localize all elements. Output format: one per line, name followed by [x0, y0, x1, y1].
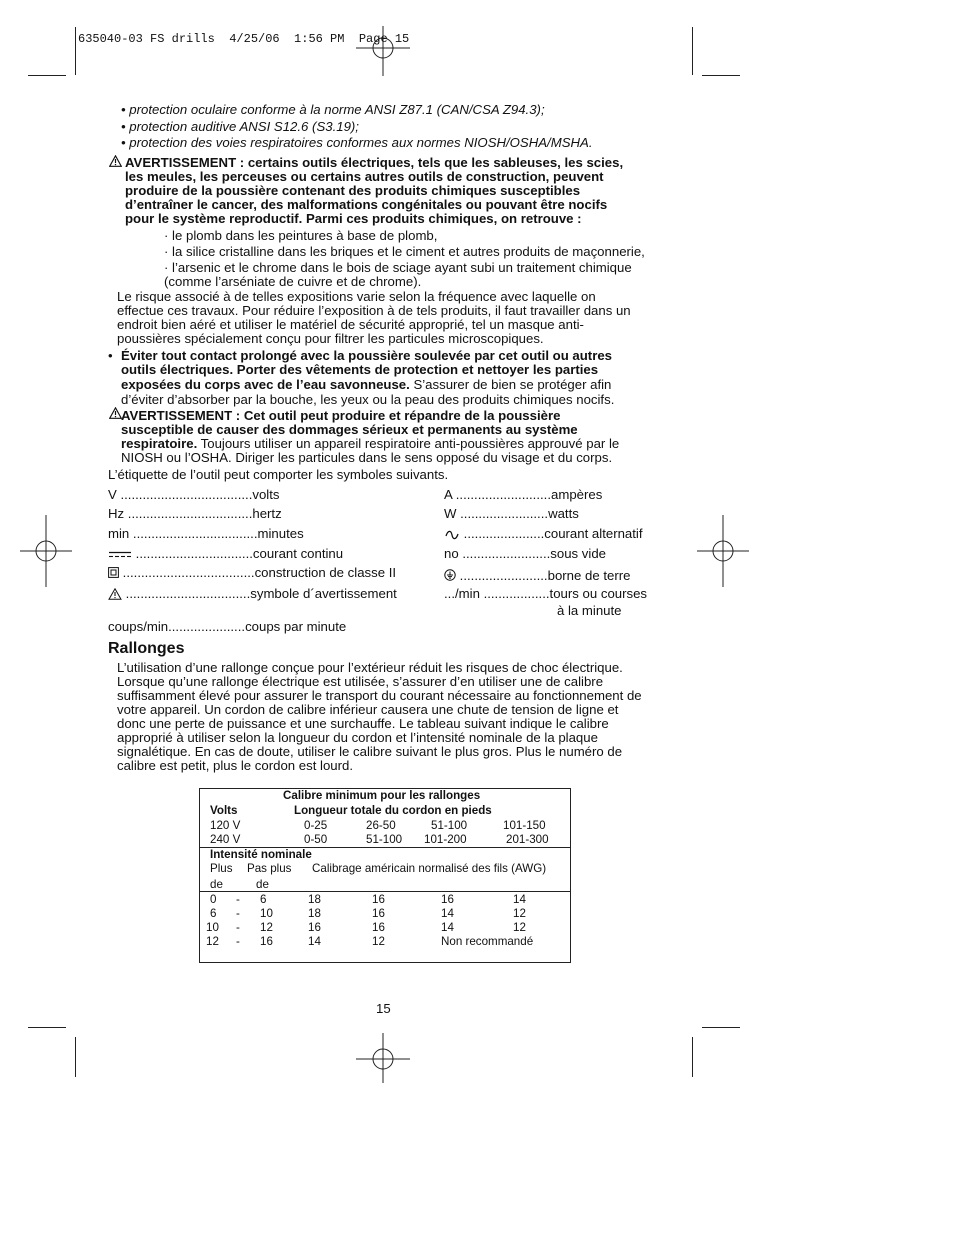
registration-mark-right: [697, 515, 749, 587]
avoid-line: outils électriques. Porter des vêtements de protection et nettoyer les parties: [121, 362, 599, 377]
crop-mark: [692, 27, 693, 75]
chemical-item: · la silice cristalline dans les briques et le ciment et autres produits de maçonnerie,: [164, 244, 645, 259]
table-cell: de: [256, 878, 269, 891]
warning2-line: [121, 437, 619, 451]
warning2-line: NIOSH ou l’OSHA. Diriger les particules dans le sens opposé du visage et du corps.: [121, 450, 613, 465]
symbol-row-class2: ....................................construction de classe II: [108, 565, 396, 580]
crop-mark: [702, 75, 740, 76]
rallonges-line: approprié à utiliser selon la longueur du cordon et l’intensité nominale de la plaque: [117, 730, 598, 745]
table-cell: 26-50: [366, 819, 396, 832]
table-cell: Pas plus: [247, 862, 292, 875]
table-title: Calibre minimum pour les rallonges: [283, 789, 481, 802]
table-cell: -: [236, 935, 240, 948]
table-cell: 6: [260, 893, 267, 906]
symbol-row-amperes: A ..........................ampères: [444, 487, 603, 502]
page-number: 15: [376, 1001, 391, 1016]
symbol-row-hertz: Hz ..................................hertz: [108, 506, 282, 521]
table-length-header: Longueur totale du cordon en pieds: [294, 804, 492, 817]
symbol-row-warning: ..................................symbole d´avertissement: [108, 586, 397, 601]
warning2-line-bold: respiratoire.: [121, 436, 198, 451]
table-cell: 16: [372, 921, 385, 934]
table-cell: 51-100: [431, 819, 468, 832]
symbol-row-no-load: no ........................sous vide: [444, 546, 606, 561]
table-cell: 16: [308, 921, 321, 934]
extension-cord-table: [199, 788, 571, 963]
table-cell: 12: [513, 921, 526, 934]
rallonges-line: L’utilisation d’une rallonge conçue pour l’extérieur réduit les risques de choc électrique.: [117, 660, 623, 675]
table-cell: 14: [441, 907, 454, 920]
table-cell: 16: [372, 907, 385, 920]
alternating-current-icon: [444, 530, 460, 540]
avoid-line-bold: exposées du corps avec de l’eau savonneuse.: [121, 377, 410, 392]
table-cell: 0: [210, 893, 217, 906]
warning2-line: susceptible de causer des dommages sérieux et permanents au système: [121, 422, 578, 437]
warning1-line: les meules, les perceuses ou certains autres outils de construction, peuvent: [125, 169, 604, 184]
table-cell: 10: [260, 907, 273, 920]
table-cell: 201-300: [506, 833, 549, 846]
table-cell: -: [236, 893, 240, 906]
chemical-item: (comme l’arséniate de cuivre et de chrome).: [164, 274, 422, 289]
rallonges-line: donc une perte de puissance et une surchauffe. Le tableau suivant indique le calibre: [117, 716, 609, 731]
symbol-row-per-minute-cont: à la minute: [557, 603, 622, 618]
table-cell: 14: [308, 935, 321, 948]
rallonges-line: Lorsque qu’une rallonge électrique est utilisée, s’assurer d’en utiliser une de calibre: [117, 674, 604, 689]
symbol-row-ac: ......................courant alternatif: [444, 526, 643, 541]
bullet-eye-protection: • protection oculaire conforme à la norme ANSI Z87.1 (CAN/CSA Z94.3);: [121, 102, 545, 117]
crop-mark: [28, 1027, 66, 1028]
direct-current-icon: [108, 550, 132, 560]
table-cell: Plus: [210, 862, 233, 875]
table-cell: 16: [372, 893, 385, 906]
rallonges-line: suffisamment élevé pour assurer le transport du courant nécessaire au fonctionnement de: [117, 688, 642, 703]
table-cell: 240 V: [210, 833, 241, 846]
warning-triangle-icon: [108, 588, 122, 600]
bullet-respiratory-protection: • protection des voies respiratoires conformes aux normes NIOSH/OSHA/MSHA.: [121, 135, 593, 150]
bullet-hearing-protection: • protection auditive ANSI S12.6 (S3.19);: [121, 119, 359, 134]
section-heading-rallonges: Rallonges: [108, 640, 185, 657]
table-cell: 10: [206, 921, 219, 934]
registration-mark-bottom: [356, 1033, 410, 1083]
table-cell: 14: [441, 921, 454, 934]
warning2-line: AVERTISSEMENT : Cet outil peut produire et répandre de la poussière: [121, 408, 561, 423]
earthing-terminal-icon: [444, 569, 456, 581]
risk-paragraph-line: poussières spécialement conçu pour filtrer les particules microscopiques.: [117, 331, 544, 346]
risk-paragraph-line: endroit bien aéré et utiliser le matériel de sécurité approprié, tel un masque anti-: [117, 317, 584, 332]
table-cell: Calibrage américain normalisé des fils (AWG): [312, 862, 547, 875]
symbol-row-strokes: coups/min.....................coups par minute: [108, 619, 347, 634]
warning1-line: produire de la poussière contenant des produits chimiques susceptibles: [125, 183, 581, 198]
symbol-row-per-minute: .../min ..................tours ou courses: [444, 586, 648, 601]
symbol-row-earthing: ........................borne de terre: [444, 568, 630, 583]
bullet-marker: •: [108, 348, 113, 363]
table-cell: 101-150: [503, 819, 546, 832]
risk-paragraph-line: Le risque associé à de telles expositions varie selon la fréquence avec laquelle on: [117, 289, 596, 304]
table-cell: 12: [513, 907, 526, 920]
table-cell: -: [236, 921, 240, 934]
warning1-line: pour le système reproductif. Parmi ces produits chimiques, on retrouve :: [125, 211, 582, 226]
table-cell: 16: [441, 893, 454, 906]
avoid-line: [121, 378, 611, 392]
warning-triangle-icon: [109, 155, 122, 167]
table-cell: 16: [260, 935, 273, 948]
rallonges-line: signalétique. En cas de doute, utiliser le calibre suivant le plus gros. Plus le numéro de: [117, 744, 623, 759]
print-slug: 635040-03 FS drills 4/25/06 1:56 PM Page 15: [78, 32, 410, 46]
rallonges-line: calibre est petit, plus le cordon est lourd.: [117, 758, 354, 773]
crop-mark: [75, 27, 76, 75]
avoid-line: d’éviter d’absorber par la bouche, les yeux ou la peau des produits chimiques nocifs.: [121, 392, 615, 407]
table-cell: -: [236, 907, 240, 920]
crop-mark: [702, 1027, 740, 1028]
rallonges-line: votre appareil. Un cordon de calibre inférieur causera une chute de tension de ligne et: [117, 702, 619, 717]
warning1-line: d’entraîner le cancer, des malformations congénitales ou pouvant être nocifs: [125, 197, 608, 212]
symbols-intro: L’étiquette de l’outil peut comporter les symboles suivants.: [108, 467, 449, 482]
table-cell: 18: [308, 907, 321, 920]
table-cell: Non recommandé: [441, 935, 534, 948]
warning1-line: AVERTISSEMENT : certains outils électriques, tels que les sableuses, les scies,: [125, 155, 624, 170]
risk-paragraph-line: effectue ces travaux. Pour réduire l’exposition à de tels produits, il faut travailler dans un: [117, 303, 631, 318]
table-cell: 12: [260, 921, 273, 934]
crop-mark: [75, 1037, 76, 1077]
warning2-line-rest: Toujours utiliser un appareil respiratoire anti-poussières approuvé par le: [197, 436, 620, 451]
table-cell: 51-100: [366, 833, 403, 846]
table-cell: 120 V: [210, 819, 241, 832]
table-cell: 12: [372, 935, 385, 948]
table-divider: [200, 891, 570, 892]
table-intensity-header: Intensité nominale: [210, 848, 312, 861]
table-cell: 6: [210, 907, 217, 920]
crop-mark: [692, 1037, 693, 1077]
table-cell: 0-50: [304, 833, 328, 846]
table-cell: 12: [206, 935, 219, 948]
symbol-row-volts: V ....................................volts: [108, 487, 280, 502]
avoid-line-rest: S’assurer de bien se protéger afin: [409, 377, 612, 392]
registration-mark-left: [20, 515, 72, 587]
table-cell: 101-200: [424, 833, 467, 846]
symbol-row-dc: ................................courant continu: [108, 546, 343, 561]
table-cell: 18: [308, 893, 321, 906]
class-two-construction-icon: [108, 567, 119, 578]
table-cell: de: [210, 878, 223, 891]
symbol-row-watts: W ........................watts: [444, 506, 579, 521]
avoid-line: Éviter tout contact prolongé avec la poussière soulevée par cet outil ou autres: [121, 348, 613, 363]
table-cell: 0-25: [304, 819, 328, 832]
symbol-row-minutes: min ..................................minutes: [108, 526, 304, 541]
chemical-item: · l’arsenic et le chrome dans le bois de sciage ayant subi un traitement chimique: [164, 260, 632, 275]
table-cell: 14: [513, 893, 526, 906]
table-volts-header: Volts: [210, 804, 238, 817]
crop-mark: [28, 75, 66, 76]
chemical-item: · le plomb dans les peintures à base de plomb,: [164, 228, 438, 243]
